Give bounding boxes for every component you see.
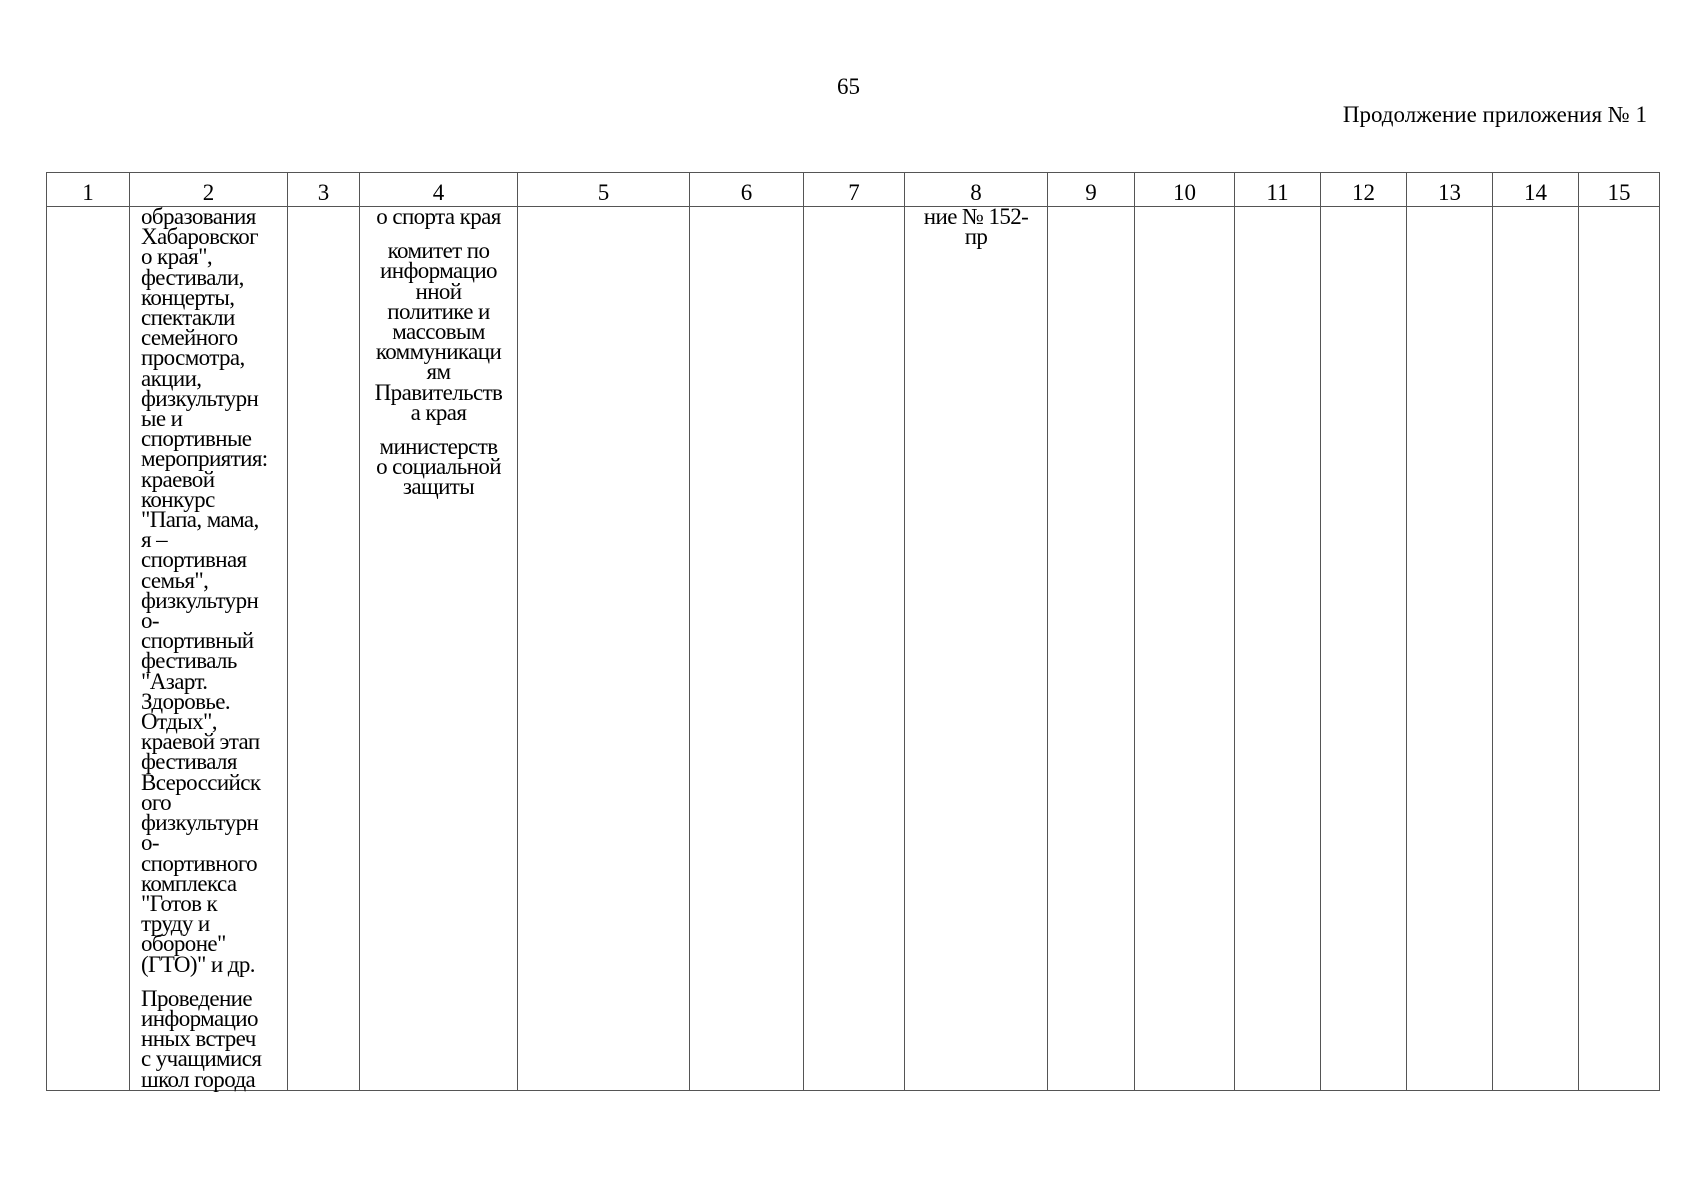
text-line: ям <box>426 359 451 385</box>
text-line: нных встреч <box>141 1026 256 1052</box>
text-line: спектакли <box>141 305 235 331</box>
column-header-7: 7 <box>804 173 905 207</box>
text-line: ые и <box>141 406 183 432</box>
text-line: с учащимися <box>141 1046 262 1072</box>
text-line: физкультурн <box>141 810 259 836</box>
cell-col-15 <box>1579 207 1660 1091</box>
text-line: спортивные <box>141 426 252 452</box>
text-line: "Папа, мама, <box>141 507 259 533</box>
cell-col-2 <box>130 204 288 1092</box>
column-header-14: 14 <box>1493 173 1579 207</box>
cell-col-3 <box>288 207 360 1091</box>
cell-col-12 <box>1321 207 1407 1091</box>
text-line: о края", <box>141 244 213 270</box>
text-line: массовым <box>392 319 485 345</box>
cell-col-14 <box>1493 207 1579 1091</box>
text-line: фестивали, <box>141 264 244 290</box>
text-line: краевой этап <box>141 729 260 755</box>
text-line: Всероссийск <box>141 769 261 795</box>
col4-paragraph-social-ministry <box>364 434 513 500</box>
cell-col-13 <box>1407 207 1493 1091</box>
col4-paragraph-ministry-sport <box>364 204 513 229</box>
col2-paragraph-meetings <box>141 985 279 1092</box>
text-line: комитет по <box>387 238 490 264</box>
cell-col-8 <box>905 204 1048 1091</box>
cell-col-5 <box>518 207 690 1091</box>
column-header-4: 4 <box>360 173 518 207</box>
text-line: физкультурн <box>141 385 259 411</box>
text-line: Здоровье. <box>141 688 231 714</box>
text-line: школ города <box>141 1066 256 1092</box>
col8-resolution-ref <box>909 204 1043 250</box>
text-line: о социальной <box>376 454 501 480</box>
text-line: "Готов к <box>141 890 218 916</box>
text-line: ого <box>141 789 172 815</box>
text-line: Хабаровског <box>141 224 259 250</box>
text-line: семейного <box>141 325 238 351</box>
text-line: акции, <box>141 365 202 391</box>
cell-col-11 <box>1235 207 1321 1091</box>
text-line: просмотра, <box>141 345 245 371</box>
column-header-11: 11 <box>1235 173 1321 207</box>
text-line: защиты <box>402 474 475 500</box>
text-line: а края <box>410 399 467 425</box>
text-line: информацио <box>141 1005 258 1031</box>
cell-col-6 <box>690 207 804 1091</box>
col2-paragraph-events <box>141 204 279 977</box>
column-header-10: 10 <box>1135 173 1235 207</box>
text-line: (ГТО)" и др. <box>141 951 255 977</box>
column-header-2: 2 <box>130 173 288 207</box>
header-row <box>47 173 1660 207</box>
text-line: образования <box>141 204 256 229</box>
text-line: семья", <box>141 567 209 593</box>
text-line: мероприятия: <box>141 446 268 472</box>
text-line: о- <box>141 830 159 856</box>
text-line: труду и <box>141 911 210 937</box>
column-header-6: 6 <box>690 173 804 207</box>
cell-col-1 <box>47 207 130 1091</box>
text-line: спортивный <box>141 628 254 654</box>
appendix-table <box>46 172 1660 1091</box>
col4-paragraph-committee <box>364 238 513 425</box>
table-row <box>47 207 1660 1091</box>
text-line: концерты, <box>141 284 235 310</box>
column-header-12: 12 <box>1321 173 1407 207</box>
text-line: политике и <box>387 298 490 324</box>
text-line: министерств <box>379 434 498 460</box>
cell-col-9 <box>1048 207 1135 1091</box>
text-line: спортивная <box>141 547 247 573</box>
text-line: Проведение <box>141 985 252 1011</box>
text-line: краевой <box>141 466 215 492</box>
column-header-8: 8 <box>905 173 1048 207</box>
page-number: 65 <box>837 74 860 99</box>
column-header-13: 13 <box>1407 173 1493 207</box>
text-line: коммуникаци <box>375 339 502 365</box>
text-line: фестиваля <box>141 749 237 775</box>
text-line: спортивного <box>141 850 258 876</box>
text-line: о спорта края <box>376 204 501 229</box>
text-line: информацио <box>380 258 497 284</box>
column-header-15: 15 <box>1579 173 1660 207</box>
cell-col-4 <box>360 204 518 1091</box>
text-line: нной <box>415 278 462 304</box>
cell-col-7 <box>804 207 905 1091</box>
text-line: конкурс <box>141 486 215 512</box>
column-header-1: 1 <box>47 173 130 207</box>
text-line: фестиваль <box>141 648 237 674</box>
text-line: Правительств <box>374 379 503 405</box>
text-line: "Азарт. <box>141 668 208 694</box>
continuation-note: Продолжение приложения № 1 <box>1342 102 1647 127</box>
cell-col-10 <box>1135 207 1235 1091</box>
text-line: я – <box>141 527 168 553</box>
text-line: о- <box>141 608 159 634</box>
column-header-3: 3 <box>288 173 360 207</box>
text-line: физкультурн <box>141 587 259 613</box>
column-header-5: 5 <box>518 173 690 207</box>
text-line: пр <box>964 224 988 250</box>
text-line: комплекса <box>141 870 237 896</box>
text-line: Отдых", <box>141 709 217 735</box>
column-header-9: 9 <box>1048 173 1135 207</box>
text-line: обороне" <box>141 931 226 957</box>
text-line: ние № 152- <box>923 204 1029 229</box>
